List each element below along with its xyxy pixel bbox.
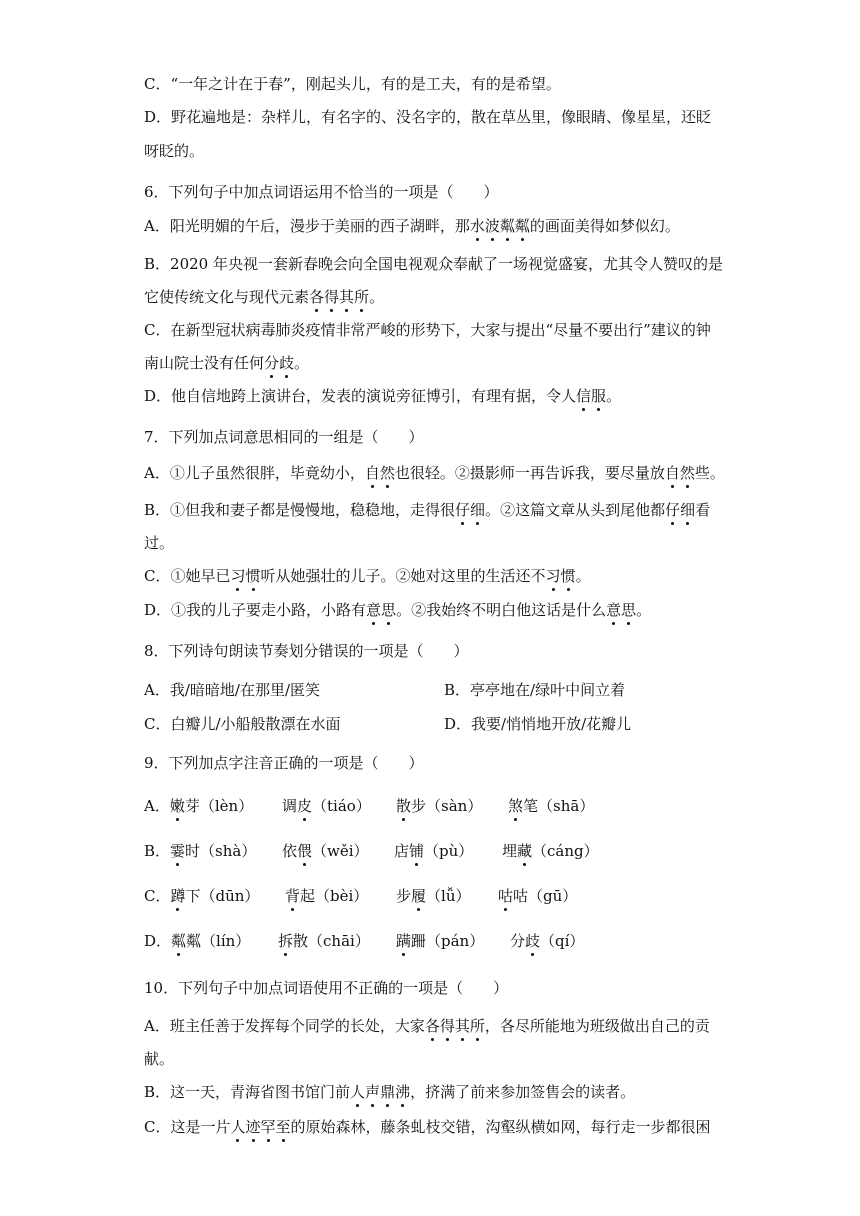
text: D．他自信地跨上演讲台，发表的演说旁征博引，有理有据，令人 [144, 387, 577, 405]
text: ，挤满了前来参加签售会的读者。 [410, 1083, 636, 1101]
q10-option-b [144, 1082, 635, 1102]
text: （wěi） [312, 842, 369, 860]
q10-option-c [144, 1117, 711, 1137]
text: 调 [282, 797, 298, 815]
q5-option-d-line2: 呀眨的。 [144, 142, 205, 160]
text: 。 [369, 288, 385, 306]
text: 。 [636, 601, 652, 619]
q10-option-a-line1 [144, 1016, 710, 1036]
text: 。 [575, 567, 591, 585]
q10-stem: 10．下列句子中加点词语使用不正确的一项是（ ） [144, 979, 509, 997]
q9-b-item-2 [282, 841, 369, 861]
text: 的原始森林，藤条虬枝交错，沟壑纵横如网，每行走一步都很困 [290, 1118, 711, 1136]
dotted-char: 迹 [245, 1118, 261, 1136]
dotted-char: 其 [339, 288, 355, 306]
dotted-char: 声 [365, 1083, 381, 1101]
q9-a-item-2 [282, 796, 371, 816]
dotted-char: 仔 [455, 501, 471, 519]
text: 依 [282, 842, 298, 860]
dotted-char: 意 [366, 601, 382, 619]
text: 的画面美得如梦似幻。 [529, 217, 680, 235]
dotted-char: 得 [439, 1017, 455, 1035]
dotted-char: 皮 [297, 797, 313, 815]
q8-option-c: C．白瓣儿/小船般散漂在水面 [144, 715, 341, 733]
dotted-char: 惯 [560, 567, 576, 585]
text: 些。 [694, 464, 725, 482]
dotted-char: 自 [664, 464, 680, 482]
dotted-word [606, 601, 636, 619]
dotted-char: 嫩 [169, 797, 185, 815]
text: （pù） [424, 842, 474, 860]
dotted-word [230, 567, 260, 585]
dotted-char: 背 [285, 887, 301, 905]
q9-c-item-3 [396, 886, 471, 906]
text: D． [144, 932, 172, 950]
dotted-char: 其 [454, 1017, 470, 1035]
text: 店 [394, 842, 410, 860]
dotted-char: 歧 [279, 354, 295, 372]
q9-d-item-2 [278, 931, 370, 951]
text: （cáng） [532, 842, 599, 860]
dotted-word [576, 387, 606, 405]
dotted-char: 波 [484, 217, 500, 235]
dotted-char: 自 [364, 464, 380, 482]
dotted-char: 各 [424, 1017, 440, 1035]
dotted-word [455, 501, 485, 519]
dotted-char: 履 [411, 887, 427, 905]
q9-a-item-1 [144, 796, 253, 816]
q9-d-item-3 [396, 931, 484, 951]
dotted-char: 粼 [514, 217, 530, 235]
dotted-word [665, 464, 695, 482]
q6-option-b-line2 [144, 287, 384, 307]
dotted-char: 细 [470, 501, 486, 519]
dotted-char: 所 [354, 288, 370, 306]
q6-option-b-line1: B．2020 年央视一套新春晚会向全国电视观众奉献了一场视觉盛宴，尤其令人赞叹的是 [144, 255, 723, 273]
q9-b-item-3 [394, 841, 473, 861]
text: B．①但我和妻子都是慢慢地，稳稳地，走得很 [144, 501, 456, 519]
q7-option-d [144, 600, 651, 620]
q9-c-item-4 [498, 886, 577, 906]
text: 听从她强壮的儿子。②她对这里的生活还不 [260, 567, 546, 585]
text: D．①我的儿子要走小路，小路有 [144, 601, 367, 619]
dotted-char: 习 [545, 567, 561, 585]
dotted-word [309, 288, 369, 306]
q5-option-c: C．“一年之计在于春”，刚起头儿，有的是工夫，有的是希望。 [144, 75, 561, 93]
q6-option-a [144, 216, 680, 236]
text: 跚（pán） [411, 932, 485, 950]
dotted-char: 人 [350, 1083, 366, 1101]
q9-d-item-1 [144, 931, 250, 951]
dotted-char: 粼 [499, 217, 515, 235]
dotted-word [366, 601, 396, 619]
dotted-char: 罕 [260, 1118, 276, 1136]
dotted-char: 咕 [498, 887, 514, 905]
q8-stem: 8．下列诗句朗读节奏划分错误的一项是（ ） [144, 642, 469, 660]
text: 。②我始终不明白他这话是什么 [396, 601, 607, 619]
text: 下（dūn） [185, 887, 260, 905]
text: （tiáo） [312, 797, 371, 815]
text: 咕（gū） [513, 887, 578, 905]
q6-stem: 6．下列句子中加点词语运用不恰当的一项是（ ） [144, 183, 499, 201]
dotted-char: 粼 [171, 932, 187, 950]
dotted-char: 细 [680, 501, 696, 519]
text: C．①她早已 [144, 567, 231, 585]
dotted-char: 蹲 [170, 887, 186, 905]
q10-option-a-line2: 献。 [144, 1050, 175, 1068]
dotted-word [230, 1118, 290, 1136]
dotted-char: 藏 [517, 842, 533, 860]
q7-option-b-line1 [144, 500, 710, 520]
dotted-char: 信 [576, 387, 592, 405]
dotted-char: 蹒 [396, 932, 412, 950]
dotted-char: 习 [230, 567, 246, 585]
dotted-char: 意 [606, 601, 622, 619]
q9-c-item-2 [285, 886, 368, 906]
q9-stem: 9．下列加点字注音正确的一项是（ ） [144, 754, 424, 772]
dotted-char: 偎 [297, 842, 313, 860]
dotted-char: 各 [309, 288, 325, 306]
dotted-char: 拆 [278, 932, 294, 950]
dotted-char: 煞 [508, 797, 524, 815]
dotted-word [470, 217, 530, 235]
q9-a-item-3 [396, 796, 482, 816]
q9-c-item-1 [144, 886, 259, 906]
text: A． [144, 797, 170, 815]
dotted-char: 服 [591, 387, 607, 405]
dotted-char: 人 [230, 1118, 246, 1136]
q6-option-d [144, 386, 621, 406]
dotted-word [425, 1017, 485, 1035]
text: 分 [510, 932, 526, 950]
q6-option-c-line1: C．在新型冠状病毒肺炎疫情非常严峻的形势下，大家与提出“尽量不要出行”建议的钟 [144, 321, 711, 339]
dotted-word [264, 354, 294, 372]
text: 。 [294, 354, 310, 372]
q7-option-b-line2: 过。 [144, 534, 175, 552]
dotted-char: 鼎 [380, 1083, 396, 1101]
q9-d-item-4 [510, 931, 584, 951]
dotted-char: 思 [381, 601, 397, 619]
text: 散（chāi） [293, 932, 370, 950]
dotted-char: 铺 [409, 842, 425, 860]
q7-option-a [144, 463, 725, 483]
text: C．这是一片 [144, 1118, 231, 1136]
text: 南山院士没有任何 [144, 354, 265, 372]
text: （lǚ） [426, 887, 471, 905]
dotted-char: 歧 [525, 932, 541, 950]
dotted-char: 分 [264, 354, 280, 372]
dotted-char: 水 [469, 217, 485, 235]
text: 起（bèi） [300, 887, 369, 905]
dotted-char: 然 [679, 464, 695, 482]
q6-option-c-line2 [144, 353, 309, 373]
dotted-char: 得 [324, 288, 340, 306]
dotted-char: 仔 [665, 501, 681, 519]
text: A．班主任善于发挥每个同学的长处，大家 [144, 1017, 425, 1035]
dotted-word [665, 501, 695, 519]
text: A．①儿子虽然很胖，毕竟幼小， [144, 464, 365, 482]
q9-b-item-4 [502, 841, 599, 861]
q7-option-c [144, 566, 591, 586]
text: B． [144, 842, 171, 860]
q9-a-item-4 [508, 796, 594, 816]
text: 。 [606, 387, 622, 405]
q8-option-a: A．我/暗暗地/在那里/匿笑 [144, 681, 320, 699]
text: 时（shà） [185, 842, 257, 860]
text: 步 [396, 887, 412, 905]
text: A．阳光明媚的午后，漫步于美丽的西子湖畔，那 [144, 217, 470, 235]
dotted-word [546, 567, 576, 585]
text: 笔（shā） [523, 797, 595, 815]
dotted-char: 惯 [245, 567, 261, 585]
text: 也很轻。②摄影师一再告诉我，要尽量放 [394, 464, 665, 482]
text: 步（sàn） [411, 797, 483, 815]
q5-option-d-line1: D．野花遍地是：杂样儿，有名字的、没名字的，散在草丛里，像眼睛、像星星，还眨 [144, 108, 712, 126]
q9-b-item-1 [144, 841, 256, 861]
text: 看 [695, 501, 711, 519]
dotted-word [365, 464, 395, 482]
text: 它使传统文化与现代元素 [144, 288, 310, 306]
dotted-char: 霎 [170, 842, 186, 860]
text: （qí） [540, 932, 585, 950]
text: 埋 [502, 842, 518, 860]
q8-option-d: D．我要/悄悄地开放/花瓣儿 [444, 715, 632, 733]
dotted-char: 思 [621, 601, 637, 619]
text: 。②这篇文章从头到尾他都 [485, 501, 666, 519]
dotted-char: 所 [469, 1017, 485, 1035]
dotted-word [350, 1083, 410, 1101]
q7-stem: 7．下列加点词意思相同的一组是（ ） [144, 428, 424, 446]
text: B．这一天，青海省图书馆门前 [144, 1083, 351, 1101]
dotted-char: 然 [379, 464, 395, 482]
q8-option-b: B．亭亭地在/绿叶中间立着 [444, 681, 626, 699]
text: ，各尽所能地为班级做出自己的贡 [484, 1017, 710, 1035]
dotted-char: 至 [275, 1118, 291, 1136]
dotted-char: 沸 [395, 1083, 411, 1101]
text: 粼（lín） [186, 932, 251, 950]
text: 芽（lèn） [184, 797, 254, 815]
text: C． [144, 887, 171, 905]
dotted-char: 散 [396, 797, 412, 815]
